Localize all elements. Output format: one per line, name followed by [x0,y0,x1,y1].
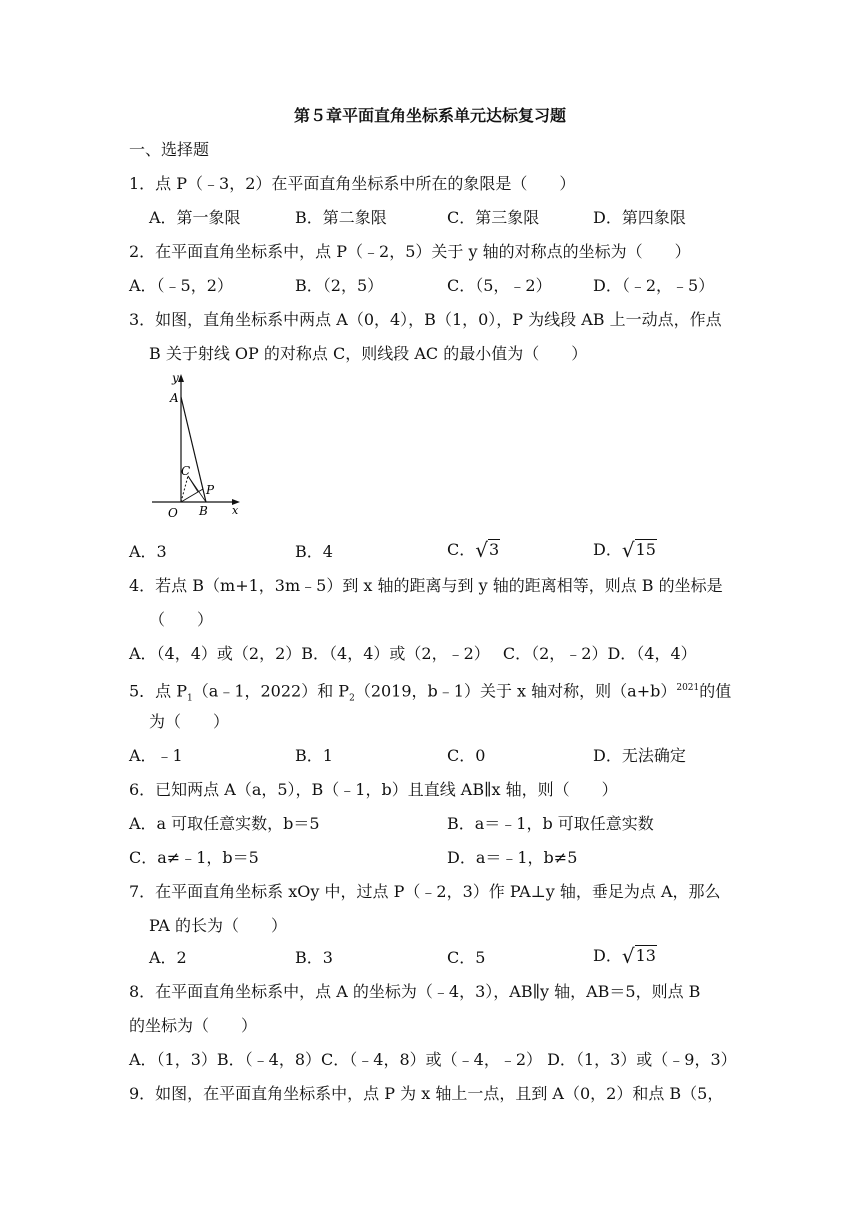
label-b: B [199,504,208,518]
q3-option-d: D．√15 [593,538,656,562]
q3-option-a: A．3 [129,542,167,561]
label-x: x [232,504,239,517]
q6-option-b: B．a＝﹣1，b 可取任意实数 [447,814,654,833]
q9-stem-line1: 9．如图，在平面直角坐标系中，点 P 为 x 轴上一点，且到 A（0，2）和点 B（5， [129,1084,724,1103]
q1-option-d: D．第四象限 [593,208,686,227]
q5-stem-line2: 为（ ） [149,712,230,731]
q7-option-d: D．√13 [593,944,656,968]
q1-option-c: C．第三象限 [447,208,540,227]
sqrt-13: √13 [621,944,656,968]
label-a: A [170,391,179,405]
q7-stem-line1: 7．在平面直角坐标系 xOy 中，过点 P（﹣2，3）作 PA⊥y 轴，垂足为点 A，那么 [129,882,721,901]
label-p: P [206,483,215,497]
q6-stem: 6．已知两点 A（a，5），B（﹣1，b）且直线 AB∥x 轴，则（ ） [129,780,618,799]
q8-stem-line2: 的坐标为（ ） [129,1016,258,1035]
q8-stem-line1: 8．在平面直角坐标系中，点 A 的坐标为（﹣4，3），AB∥y 轴，AB＝5，则点 B [129,982,701,1001]
q2-option-d: D．（﹣2，﹣5） [593,276,715,295]
q5-option-b: B．1 [295,746,333,765]
label-o: O [168,506,178,520]
q6-option-a: A．a 可取任意实数，b＝5 [129,814,320,833]
q6-option-d: D．a＝﹣1，b≠5 [447,848,578,867]
q1-stem: 1．点 P（﹣3，2）在平面直角坐标系中所在的象限是（ ） [129,174,576,193]
sqrt-3: √3 [475,538,500,562]
q7-option-b: B．3 [295,948,333,967]
q2-option-b: B．（2，5） [295,276,384,295]
q3-figure [148,372,258,520]
q7-option-a: A．2 [149,948,187,967]
q4-stem-line2: （ ） [149,610,214,629]
q5-option-d: D．无法确定 [593,746,686,765]
q8-options: A．（1，3）B．（﹣4，8）C．（﹣4，8）或（﹣4，﹣2） D．（1，3）或（﹣9，3） [129,1050,737,1069]
q2-option-a: A．（﹣5，2） [129,276,233,295]
y-axis-arrow [178,374,184,382]
q2-stem: 2．在平面直角坐标系中，点 P（﹣2，5）关于 y 轴的对称点的坐标为（ ） [129,242,691,261]
q3-option-b: B．4 [295,542,333,561]
q6-option-c: C．a≠﹣1，b＝5 [129,848,259,867]
label-c: C [181,464,191,478]
ray-op [181,489,203,502]
q3-stem-line2: B 关于射线 OP 的对称点 C，则线段 AC 的最小值为（ ） [149,344,588,363]
q5-option-a: A．﹣1 [129,746,183,765]
q2-option-c: C．（5，﹣2） [447,276,552,295]
q1-option-b: B．第二象限 [295,208,387,227]
q5-option-c: C．0 [447,746,486,765]
section-heading: 一、选择题 [129,140,210,159]
q7-option-c: C．5 [447,948,486,967]
page-title: 第５章平面直角坐标系单元达标复习题 [293,106,566,125]
q4-stem-line1: 4．若点 B（m+1，3m﹣5）到 x 轴的距离与到 y 轴的距离相等，则点 B 的坐标是 [129,576,723,595]
q1-option-a: A．第一象限 [149,208,241,227]
q4-options: A．（4，4）或（2，2）B．（4，4）或（2，﹣2） C．（2，﹣2）D．（4，4） [129,644,697,663]
label-y: y [172,372,179,385]
q7-stem-line2: PA 的长为（ ） [149,916,287,935]
q3-option-c: C．√3 [447,538,500,562]
q5-stem-line1: 5．点 $P_1(a﹣1$，2022）和 $P_2(2019$，b﹣1）关于 x 轴对称，则$(a+b)^{2021}$的值 [129,681,732,704]
sqrt-15: √15 [621,538,656,562]
segment-cp [188,476,198,492]
q3-stem-line1: 3．如图，直角坐标系中两点 A（0，4），B（1，0），P 为线段 AB 上一动点，作点 [129,310,722,329]
